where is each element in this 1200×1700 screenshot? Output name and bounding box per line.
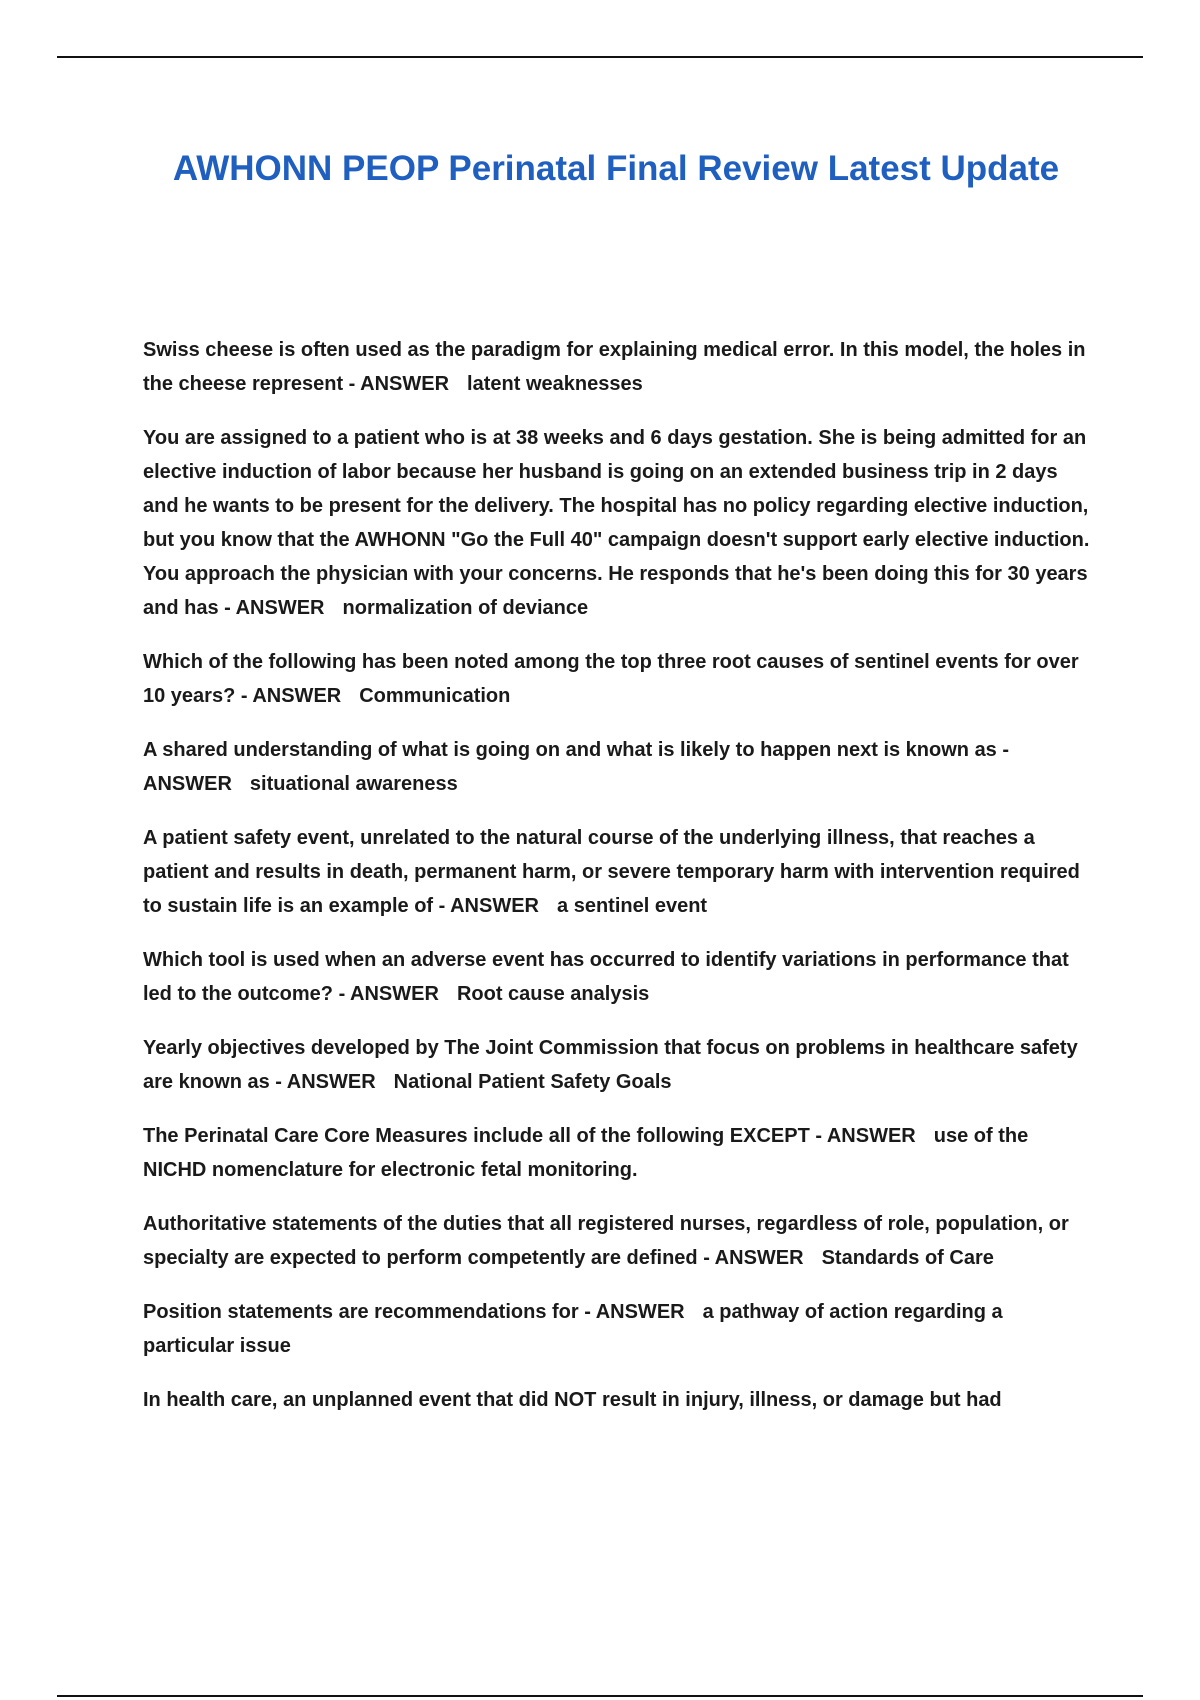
qa-item	[143, 421, 1093, 625]
question-text: Which tool is used when an adverse event has occurred to identify variations in performance that led to the outcome?	[143, 949, 1069, 1005]
answer-marker: - ANSWER	[438, 895, 540, 917]
qa-item	[143, 1207, 1093, 1275]
qa-item	[143, 1119, 1093, 1187]
answer-marker: - ANSWER	[143, 739, 1010, 795]
question-text: Authoritative statements of the duties that all registered nurses, regardless of role, population, or specialty are expected to perform competently are defined	[143, 1213, 1069, 1269]
answer-text: Root cause analysis	[456, 983, 650, 1005]
qa-item	[143, 333, 1093, 401]
qa-item	[143, 821, 1093, 923]
answer-text: Standards of Care	[821, 1247, 994, 1269]
question-text: Which of the following has been noted among the top three root causes of sentinel events for over 10 years?	[143, 651, 1079, 707]
answer-marker: - ANSWER	[348, 373, 450, 395]
answer-marker: - ANSWER	[224, 597, 325, 619]
question-text: A shared understanding of what is going on and what is likely to happen next is known as	[143, 739, 997, 761]
answer-text: Communication	[359, 685, 511, 707]
question-text: Position statements are recommendations for	[143, 1301, 579, 1323]
answer-marker: - ANSWER	[815, 1125, 916, 1147]
qa-item	[143, 1295, 1093, 1363]
answer-text: latent weaknesses	[467, 373, 643, 395]
document-title: AWHONN PEOP Perinatal Final Review Latest Update	[172, 149, 1060, 188]
qa-item-partial	[143, 1383, 1093, 1417]
qa-item	[143, 733, 1093, 801]
qa-item	[143, 943, 1093, 1011]
qa-item	[143, 1031, 1093, 1099]
bottom-rule	[57, 1695, 1143, 1697]
answer-marker: - ANSWER	[275, 1071, 376, 1093]
answer-marker: - ANSWER	[584, 1301, 685, 1323]
question-text: You are assigned to a patient who is at 38 weeks and 6 days gestation. She is being admitted for an elective induction of labor because her husband is going on an extended business trip in 2 days and he wants to be present for the delivery. The hospital has no policy regarding elective induction, but you know that the AWHONN "Go the Full 40" campaign doesn't support early elective induction. You approach the physician with your concerns. He responds that he's been doing this for 30 years and has	[143, 427, 1090, 619]
question-text: In health care, an unplanned event that did NOT result in injury, illness, or damage but had	[143, 1389, 1002, 1411]
answer-marker: - ANSWER	[703, 1247, 804, 1269]
answer-text: normalization of deviance	[342, 597, 589, 619]
answer-text: a sentinel event	[557, 895, 708, 917]
qa-list	[143, 333, 1093, 1437]
question-text: Yearly objectives developed by The Joint Commission that focus on problems in healthcare safety are known as	[143, 1037, 1078, 1093]
answer-text: National Patient Safety Goals	[393, 1071, 672, 1093]
question-text: Swiss cheese is often used as the paradigm for explaining medical error. In this model, the holes in the cheese represent	[143, 339, 1086, 395]
question-text: A patient safety event, unrelated to the natural course of the underlying illness, that reaches a patient and results in death, permanent harm, or severe temporary harm with intervention required to sustain life is an example of	[143, 827, 1080, 917]
question-text: The Perinatal Care Core Measures include all of the following EXCEPT	[143, 1125, 810, 1147]
answer-marker: - ANSWER	[338, 983, 439, 1005]
qa-item	[143, 645, 1093, 713]
answer-text: situational awareness	[249, 773, 458, 795]
answer-text: use of the NICHD nomenclature for electronic fetal monitoring.	[143, 1125, 1029, 1181]
answer-text: a pathway of action regarding a particular issue	[143, 1301, 1003, 1357]
answer-marker: - ANSWER	[240, 685, 342, 707]
top-rule	[57, 56, 1143, 58]
